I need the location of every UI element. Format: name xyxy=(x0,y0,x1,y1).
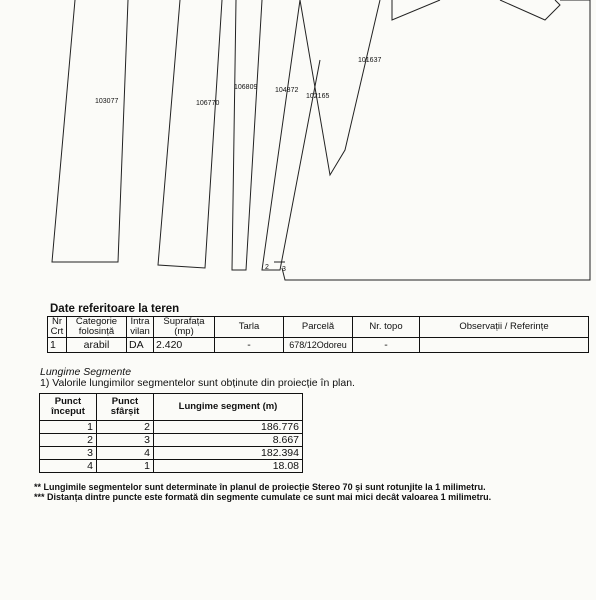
col-header: Intra vilan xyxy=(127,317,154,338)
cell: 2.420 xyxy=(154,338,215,353)
col-header: Categorie folosință xyxy=(67,317,127,338)
parcel-label: 102165 xyxy=(306,93,330,100)
parcel-106770-outline xyxy=(158,0,222,268)
section-title: Date referitoare la teren xyxy=(50,303,180,315)
table-row xyxy=(40,447,303,460)
segments-note: 1) Valorile lungimilor segmentelor sunt obținute din proiecție în plan. xyxy=(40,377,355,389)
cell: 1 xyxy=(97,460,154,473)
col-header: Punct început xyxy=(40,394,97,421)
parcel-103077-outline xyxy=(52,0,128,262)
point-label: 3 xyxy=(282,266,286,273)
parcel-label: 103077 xyxy=(95,98,119,105)
footnote: *** Distanța dintre puncte este formată din segmente cumulate ce sunt mai mici decât valoarea 1 milimetru. xyxy=(34,492,492,502)
cell: arabil xyxy=(67,338,127,353)
parcel-label: 101637 xyxy=(358,57,382,64)
cell: 2 xyxy=(40,434,97,447)
cell: 4 xyxy=(97,447,154,460)
point-label: 2 xyxy=(265,264,269,271)
parcel-label: 106809 xyxy=(234,84,258,91)
cell: 8.667 xyxy=(154,434,303,447)
cell: DA xyxy=(127,338,154,353)
parcel-102165-outline xyxy=(300,0,380,175)
cell: 186.776 xyxy=(154,421,303,434)
cell: 3 xyxy=(40,447,97,460)
col-header: Nr Crt xyxy=(48,317,67,338)
segments-title: Lungime Segmente xyxy=(40,366,132,378)
cell: - xyxy=(215,338,284,353)
table-row xyxy=(40,460,303,473)
col-header: Observații / Referințe xyxy=(420,317,589,338)
cell: 1 xyxy=(40,421,97,434)
parcel-101637-outline xyxy=(282,0,590,280)
col-header: Suprafața (mp) xyxy=(154,317,215,338)
parcel-label: 106770 xyxy=(196,100,220,107)
parcel-edge-2 xyxy=(500,0,560,20)
parcel-106809-outline xyxy=(232,0,262,270)
col-header: Parcelă xyxy=(284,317,353,338)
cell: 1 xyxy=(48,338,67,353)
cell xyxy=(420,338,589,353)
cell: 2 xyxy=(97,421,154,434)
parcel-edge xyxy=(392,0,440,20)
parcel-label: 104872 xyxy=(275,87,299,94)
cell: 4 xyxy=(40,460,97,473)
table-row xyxy=(40,421,303,434)
parcel-104872-outline xyxy=(262,0,320,270)
footnote: ** Lungimile segmentelor sunt determinate în planul de proiecție Stereo 70 și sunt rotunjite la 1 milimetru. xyxy=(34,482,486,492)
table-row xyxy=(40,434,303,447)
cell: 678/12Odoreu xyxy=(284,338,353,353)
col-header: Nr. topo xyxy=(353,317,420,338)
segments-table xyxy=(39,393,303,473)
table-row xyxy=(48,338,589,353)
cell: - xyxy=(353,338,420,353)
land-table xyxy=(47,316,589,353)
col-header: Tarla xyxy=(215,317,284,338)
col-header: Lungime segment (m) xyxy=(154,394,303,421)
col-header: Punct sfârșit xyxy=(97,394,154,421)
cell: 18.08 xyxy=(154,460,303,473)
cell: 3 xyxy=(97,434,154,447)
cell: 182.394 xyxy=(154,447,303,460)
